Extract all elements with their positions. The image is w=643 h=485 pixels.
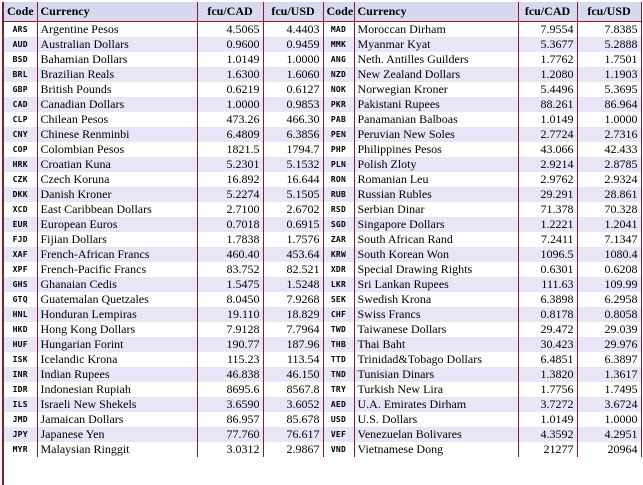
rate-fcu-usd-cell: 8567.8 — [263, 382, 323, 397]
rate-fcu-cad-cell: 0.6219 — [197, 82, 263, 97]
currency-name-cell: Japanese Yen — [37, 427, 197, 442]
rate-fcu-usd-cell: 5.2888 — [577, 37, 641, 52]
currency-name-cell: Special Drawing Rights — [354, 262, 518, 277]
rate-fcu-usd-cell: 0.9459 — [263, 37, 323, 52]
currency-code-cell: GHS — [4, 277, 37, 292]
rate-fcu-cad-cell: 473.26 — [197, 112, 263, 127]
rate-fcu-usd-cell: 7.8385 — [577, 22, 641, 38]
currency-name-cell: Croatian Kuna — [37, 157, 197, 172]
rate-fcu-usd-cell: 28.861 — [577, 187, 641, 202]
table-row — [4, 82, 641, 97]
rate-fcu-cad-cell: 111.63 — [518, 277, 577, 292]
table-row — [4, 442, 641, 457]
currency-name-cell: Singapore Dollars — [354, 217, 518, 232]
rate-fcu-cad-cell: 7.9128 — [197, 322, 263, 337]
currency-code-cell: GBP — [4, 82, 37, 97]
rate-fcu-usd-cell: 5.3695 — [577, 82, 641, 97]
table-row — [4, 187, 641, 202]
rate-fcu-usd-cell: 1.0000 — [577, 412, 641, 427]
currency-name-cell: South Korean Won — [354, 247, 518, 262]
rate-fcu-cad-cell: 5.2301 — [197, 157, 263, 172]
currency-name-cell: Panamanian Balboas — [354, 112, 518, 127]
currency-code-cell: CAD — [4, 97, 37, 112]
rate-fcu-usd-cell: 70.328 — [577, 202, 641, 217]
currency-name-cell: Peruvian New Soles — [354, 127, 518, 142]
currency-code-cell: MMK — [323, 37, 354, 52]
currency-name-cell: Guatemalan Quetzales — [37, 292, 197, 307]
currency-code-cell: VEF — [323, 427, 354, 442]
currency-name-cell: Czech Koruna — [37, 172, 197, 187]
table-row — [4, 97, 641, 112]
rate-fcu-cad-cell: 7.2411 — [518, 232, 577, 247]
rate-fcu-usd-cell: 0.6915 — [263, 217, 323, 232]
currency-code-cell: ILS — [4, 397, 37, 412]
currency-name-cell: Israeli New Shekels — [37, 397, 197, 412]
rate-fcu-cad-cell: 5.4496 — [518, 82, 577, 97]
currency-code-cell: HUF — [4, 337, 37, 352]
header-fcu-cad-right: fcu/CAD — [518, 2, 577, 22]
currency-code-cell: SEK — [323, 292, 354, 307]
currency-name-cell: Danish Kroner — [37, 187, 197, 202]
rate-fcu-usd-cell: 82.521 — [263, 262, 323, 277]
header-currency-left: Currency — [37, 2, 197, 22]
rate-fcu-usd-cell: 7.9268 — [263, 292, 323, 307]
currency-code-cell: EUR — [4, 217, 37, 232]
rate-fcu-usd-cell: 1794.7 — [263, 142, 323, 157]
rate-fcu-usd-cell: 1.7576 — [263, 232, 323, 247]
rate-fcu-cad-cell: 3.7272 — [518, 397, 577, 412]
rate-fcu-cad-cell: 2.7100 — [197, 202, 263, 217]
rate-fcu-usd-cell: 1.5248 — [263, 277, 323, 292]
currency-name-cell: Neth. Antilles Guilders — [354, 52, 518, 67]
currency-name-cell: U.A. Emirates Dirham — [354, 397, 518, 412]
table-row — [4, 427, 641, 442]
currency-code-cell: NZD — [323, 67, 354, 82]
currency-code-cell: RUB — [323, 187, 354, 202]
table-row — [4, 127, 641, 142]
rate-fcu-cad-cell: 29.472 — [518, 322, 577, 337]
header-code-right: Code — [323, 2, 354, 22]
rate-fcu-cad-cell: 115.23 — [197, 352, 263, 367]
rate-fcu-usd-cell: 6.2958 — [577, 292, 641, 307]
currency-name-cell: Norwegian Kroner — [354, 82, 518, 97]
currency-name-cell: French-African Francs — [37, 247, 197, 262]
rate-fcu-cad-cell: 1.7838 — [197, 232, 263, 247]
rate-fcu-cad-cell: 1096.5 — [518, 247, 577, 262]
currency-name-cell: Turkish New Lira — [354, 382, 518, 397]
rate-fcu-usd-cell: 16.644 — [263, 172, 323, 187]
rate-fcu-cad-cell: 1.0000 — [197, 97, 263, 112]
table-row — [4, 67, 641, 82]
table-row — [4, 157, 641, 172]
table-row — [4, 262, 641, 277]
rate-fcu-usd-cell: 1.3617 — [577, 367, 641, 382]
rate-fcu-usd-cell: 5.1532 — [263, 157, 323, 172]
table-row — [4, 217, 641, 232]
table-row — [4, 397, 641, 412]
currency-name-cell: Icelandic Krona — [37, 352, 197, 367]
rate-fcu-usd-cell: 2.9867 — [263, 442, 323, 457]
table-row — [4, 37, 641, 52]
rate-fcu-usd-cell: 0.8058 — [577, 307, 641, 322]
currency-name-cell: New Zealand Dollars — [354, 67, 518, 82]
table-row — [4, 22, 641, 38]
currency-name-cell: Sri Lankan Rupees — [354, 277, 518, 292]
rate-fcu-usd-cell: 20964 — [577, 442, 641, 457]
currency-code-cell: DKK — [4, 187, 37, 202]
currency-code-cell: BRL — [4, 67, 37, 82]
currency-code-cell: ISK — [4, 352, 37, 367]
currency-name-cell: Trinidad&Tobago Dollars — [354, 352, 518, 367]
rate-fcu-cad-cell: 1.3820 — [518, 367, 577, 382]
currency-name-cell: Chinese Renminbi — [37, 127, 197, 142]
rate-fcu-cad-cell: 1.0149 — [518, 412, 577, 427]
table-row — [4, 412, 641, 427]
currency-code-cell: ARS — [4, 22, 37, 38]
rate-fcu-cad-cell: 88.261 — [518, 97, 577, 112]
currency-code-cell: HRK — [4, 157, 37, 172]
currency-name-cell: Ghanaian Cedis — [37, 277, 197, 292]
currency-name-cell: Canadian Dollars — [37, 97, 197, 112]
rate-fcu-cad-cell: 0.9600 — [197, 37, 263, 52]
currency-code-cell: FJD — [4, 232, 37, 247]
table-row — [4, 142, 641, 157]
currency-code-cell: INR — [4, 367, 37, 382]
currency-code-cell: MAD — [323, 22, 354, 38]
rate-fcu-cad-cell: 190.77 — [197, 337, 263, 352]
rate-fcu-usd-cell: 0.6127 — [263, 82, 323, 97]
currency-code-cell: ANG — [323, 52, 354, 67]
currency-code-cell: NOK — [323, 82, 354, 97]
header-currency-right: Currency — [354, 2, 518, 22]
currency-code-cell: KRW — [323, 247, 354, 262]
currency-code-cell: SGD — [323, 217, 354, 232]
rate-fcu-usd-cell: 29.976 — [577, 337, 641, 352]
rate-fcu-cad-cell: 6.3898 — [518, 292, 577, 307]
table-row — [4, 172, 641, 187]
table-row — [4, 202, 641, 217]
rate-fcu-usd-cell: 2.7316 — [577, 127, 641, 142]
currency-name-cell: Hong Kong Dollars — [37, 322, 197, 337]
currency-code-cell: PAB — [323, 112, 354, 127]
rate-fcu-usd-cell: 1.0000 — [263, 52, 323, 67]
rate-fcu-cad-cell: 71.378 — [518, 202, 577, 217]
rate-fcu-cad-cell: 5.2274 — [197, 187, 263, 202]
rate-fcu-usd-cell: 4.4403 — [263, 22, 323, 38]
table-row — [4, 307, 641, 322]
currency-name-cell: French-Pacific Francs — [37, 262, 197, 277]
currency-name-cell: Chilean Pesos — [37, 112, 197, 127]
table-row — [4, 322, 641, 337]
header-row — [4, 2, 641, 22]
rate-fcu-cad-cell: 3.0312 — [197, 442, 263, 457]
rate-fcu-cad-cell: 6.4809 — [197, 127, 263, 142]
rate-fcu-usd-cell: 1.0000 — [577, 112, 641, 127]
currency-name-cell: Hungarian Forint — [37, 337, 197, 352]
header-fcu-cad-left: fcu/CAD — [197, 2, 263, 22]
currency-code-cell: JMD — [4, 412, 37, 427]
rate-fcu-usd-cell: 453.64 — [263, 247, 323, 262]
currency-code-cell: RON — [323, 172, 354, 187]
rate-fcu-cad-cell: 4.5065 — [197, 22, 263, 38]
rate-fcu-usd-cell: 42.433 — [577, 142, 641, 157]
rate-fcu-usd-cell: 0.6208 — [577, 262, 641, 277]
currency-name-cell: Thai Baht — [354, 337, 518, 352]
rate-fcu-cad-cell: 2.9762 — [518, 172, 577, 187]
currency-table-container — [2, 2, 643, 485]
rate-fcu-cad-cell: 83.752 — [197, 262, 263, 277]
currency-code-cell: PLN — [323, 157, 354, 172]
currency-code-cell: AUD — [4, 37, 37, 52]
rate-fcu-usd-cell: 1.6060 — [263, 67, 323, 82]
rate-fcu-usd-cell: 86.964 — [577, 97, 641, 112]
rate-fcu-usd-cell: 18.829 — [263, 307, 323, 322]
currency-name-cell: Bahamian Dollars — [37, 52, 197, 67]
rate-fcu-cad-cell: 43.066 — [518, 142, 577, 157]
rate-fcu-usd-cell: 3.6052 — [263, 397, 323, 412]
header-fcu-usd-left: fcu/USD — [263, 2, 323, 22]
currency-rates-table — [4, 2, 642, 457]
table-row — [4, 292, 641, 307]
currency-code-cell: PEN — [323, 127, 354, 142]
header-fcu-usd-right: fcu/USD — [577, 2, 641, 22]
currency-name-cell: Vietnamese Dong — [354, 442, 518, 457]
rate-fcu-cad-cell: 19.110 — [197, 307, 263, 322]
rate-fcu-cad-cell: 2.9214 — [518, 157, 577, 172]
currency-code-cell: TRY — [323, 382, 354, 397]
rate-fcu-cad-cell: 1.0149 — [518, 112, 577, 127]
rate-fcu-usd-cell: 29.039 — [577, 322, 641, 337]
currency-name-cell: Taiwanese Dollars — [354, 322, 518, 337]
rate-fcu-cad-cell: 1.2080 — [518, 67, 577, 82]
header-code-left: Code — [4, 2, 37, 22]
currency-name-cell: Pakistani Rupees — [354, 97, 518, 112]
currency-name-cell: Fijian Dollars — [37, 232, 197, 247]
rate-fcu-usd-cell: 1.2041 — [577, 217, 641, 232]
currency-code-cell: HKD — [4, 322, 37, 337]
table-row — [4, 112, 641, 127]
currency-name-cell: Russian Rubles — [354, 187, 518, 202]
table-row — [4, 232, 641, 247]
table-row — [4, 52, 641, 67]
rate-fcu-usd-cell: 5.1505 — [263, 187, 323, 202]
rate-fcu-cad-cell: 1.5475 — [197, 277, 263, 292]
rate-fcu-cad-cell: 77.760 — [197, 427, 263, 442]
rate-fcu-cad-cell: 7.9554 — [518, 22, 577, 38]
currency-code-cell: TTD — [323, 352, 354, 367]
rate-fcu-usd-cell: 109.99 — [577, 277, 641, 292]
rate-fcu-cad-cell: 1.7756 — [518, 382, 577, 397]
currency-name-cell: Jamaican Dollars — [37, 412, 197, 427]
rate-fcu-usd-cell: 7.1347 — [577, 232, 641, 247]
currency-code-cell: BSD — [4, 52, 37, 67]
currency-name-cell: British Pounds — [37, 82, 197, 97]
rate-fcu-cad-cell: 21277 — [518, 442, 577, 457]
rate-fcu-usd-cell: 1.7501 — [577, 52, 641, 67]
currency-name-cell: Serbian Dinar — [354, 202, 518, 217]
rate-fcu-cad-cell: 16.892 — [197, 172, 263, 187]
currency-code-cell: MYR — [4, 442, 37, 457]
currency-code-cell: XPF — [4, 262, 37, 277]
rate-fcu-usd-cell: 6.3856 — [263, 127, 323, 142]
currency-code-cell: XAF — [4, 247, 37, 262]
currency-code-cell: CLP — [4, 112, 37, 127]
currency-name-cell: European Euros — [37, 217, 197, 232]
table-row — [4, 382, 641, 397]
rate-fcu-cad-cell: 1821.5 — [197, 142, 263, 157]
rate-fcu-usd-cell: 76.617 — [263, 427, 323, 442]
rate-fcu-cad-cell: 86.957 — [197, 412, 263, 427]
currency-name-cell: Myanmar Kyat — [354, 37, 518, 52]
rate-fcu-usd-cell: 2.8785 — [577, 157, 641, 172]
rate-fcu-cad-cell: 2.7724 — [518, 127, 577, 142]
rate-fcu-usd-cell: 2.6702 — [263, 202, 323, 217]
currency-code-cell: LKR — [323, 277, 354, 292]
table-row — [4, 352, 641, 367]
currency-code-cell: PKR — [323, 97, 354, 112]
rate-fcu-cad-cell: 6.4851 — [518, 352, 577, 367]
currency-code-cell: GTQ — [4, 292, 37, 307]
currency-code-cell: ZAR — [323, 232, 354, 247]
currency-name-cell: Indonesian Rupiah — [37, 382, 197, 397]
rate-fcu-usd-cell: 0.9853 — [263, 97, 323, 112]
currency-name-cell: Philippines Pesos — [354, 142, 518, 157]
currency-code-cell: CZK — [4, 172, 37, 187]
currency-code-cell: USD — [323, 412, 354, 427]
currency-code-cell: CHF — [323, 307, 354, 322]
rate-fcu-cad-cell: 1.2221 — [518, 217, 577, 232]
rate-fcu-cad-cell: 5.3677 — [518, 37, 577, 52]
currency-code-cell: COP — [4, 142, 37, 157]
rate-fcu-usd-cell: 7.7964 — [263, 322, 323, 337]
rate-fcu-cad-cell: 8695.6 — [197, 382, 263, 397]
currency-name-cell: Polish Zloty — [354, 157, 518, 172]
currency-name-cell: Malaysian Ringgit — [37, 442, 197, 457]
rate-fcu-cad-cell: 4.3592 — [518, 427, 577, 442]
currency-code-cell: XDR — [323, 262, 354, 277]
rate-fcu-usd-cell: 1.1903 — [577, 67, 641, 82]
currency-code-cell: IDR — [4, 382, 37, 397]
currency-name-cell: Tunisian Dinars — [354, 367, 518, 382]
rate-fcu-usd-cell: 1080.4 — [577, 247, 641, 262]
rate-fcu-cad-cell: 460.40 — [197, 247, 263, 262]
rate-fcu-cad-cell: 0.8178 — [518, 307, 577, 322]
table-row — [4, 277, 641, 292]
currency-name-cell: Swiss Francs — [354, 307, 518, 322]
rate-fcu-cad-cell: 29.291 — [518, 187, 577, 202]
rate-fcu-cad-cell: 1.7762 — [518, 52, 577, 67]
currency-name-cell: Romanian Leu — [354, 172, 518, 187]
currency-name-cell: Argentine Pesos — [37, 22, 197, 38]
currency-name-cell: Venezuelan Bolivares — [354, 427, 518, 442]
table-row — [4, 337, 641, 352]
rate-fcu-usd-cell: 466.30 — [263, 112, 323, 127]
rate-fcu-cad-cell: 46.838 — [197, 367, 263, 382]
currency-code-cell: XCD — [4, 202, 37, 217]
currency-code-cell: THB — [323, 337, 354, 352]
currency-code-cell: VND — [323, 442, 354, 457]
table-body — [4, 22, 641, 458]
rate-fcu-usd-cell: 85.678 — [263, 412, 323, 427]
currency-name-cell: Indian Rupees — [37, 367, 197, 382]
rate-fcu-cad-cell: 1.0149 — [197, 52, 263, 67]
currency-code-cell: CNY — [4, 127, 37, 142]
rate-fcu-cad-cell: 0.7018 — [197, 217, 263, 232]
currency-code-cell: HNL — [4, 307, 37, 322]
currency-code-cell: TWD — [323, 322, 354, 337]
rate-fcu-cad-cell: 8.0450 — [197, 292, 263, 307]
currency-code-cell: TND — [323, 367, 354, 382]
currency-code-cell: AED — [323, 397, 354, 412]
currency-code-cell: RSD — [323, 202, 354, 217]
rate-fcu-usd-cell: 3.6724 — [577, 397, 641, 412]
currency-code-cell: PHP — [323, 142, 354, 157]
rate-fcu-usd-cell: 4.2951 — [577, 427, 641, 442]
currency-name-cell: Australian Dollars — [37, 37, 197, 52]
currency-name-cell: South African Rand — [354, 232, 518, 247]
rate-fcu-usd-cell: 187.96 — [263, 337, 323, 352]
currency-name-cell: U.S. Dollars — [354, 412, 518, 427]
currency-name-cell: Honduran Lempiras — [37, 307, 197, 322]
rate-fcu-usd-cell: 113.54 — [263, 352, 323, 367]
rate-fcu-usd-cell: 6.3897 — [577, 352, 641, 367]
table-row — [4, 367, 641, 382]
currency-name-cell: Colombian Pesos — [37, 142, 197, 157]
rate-fcu-usd-cell: 46.150 — [263, 367, 323, 382]
rate-fcu-usd-cell: 1.7495 — [577, 382, 641, 397]
rate-fcu-usd-cell: 2.9324 — [577, 172, 641, 187]
currency-name-cell: Moroccan Dirham — [354, 22, 518, 38]
rate-fcu-cad-cell: 3.6590 — [197, 397, 263, 412]
currency-name-cell: East Caribbean Dollars — [37, 202, 197, 217]
rate-fcu-cad-cell: 30.423 — [518, 337, 577, 352]
currency-name-cell: Brazilian Reals — [37, 67, 197, 82]
currency-code-cell: JPY — [4, 427, 37, 442]
rate-fcu-cad-cell: 0.6301 — [518, 262, 577, 277]
table-row — [4, 247, 641, 262]
currency-name-cell: Swedish Krona — [354, 292, 518, 307]
rate-fcu-cad-cell: 1.6300 — [197, 67, 263, 82]
